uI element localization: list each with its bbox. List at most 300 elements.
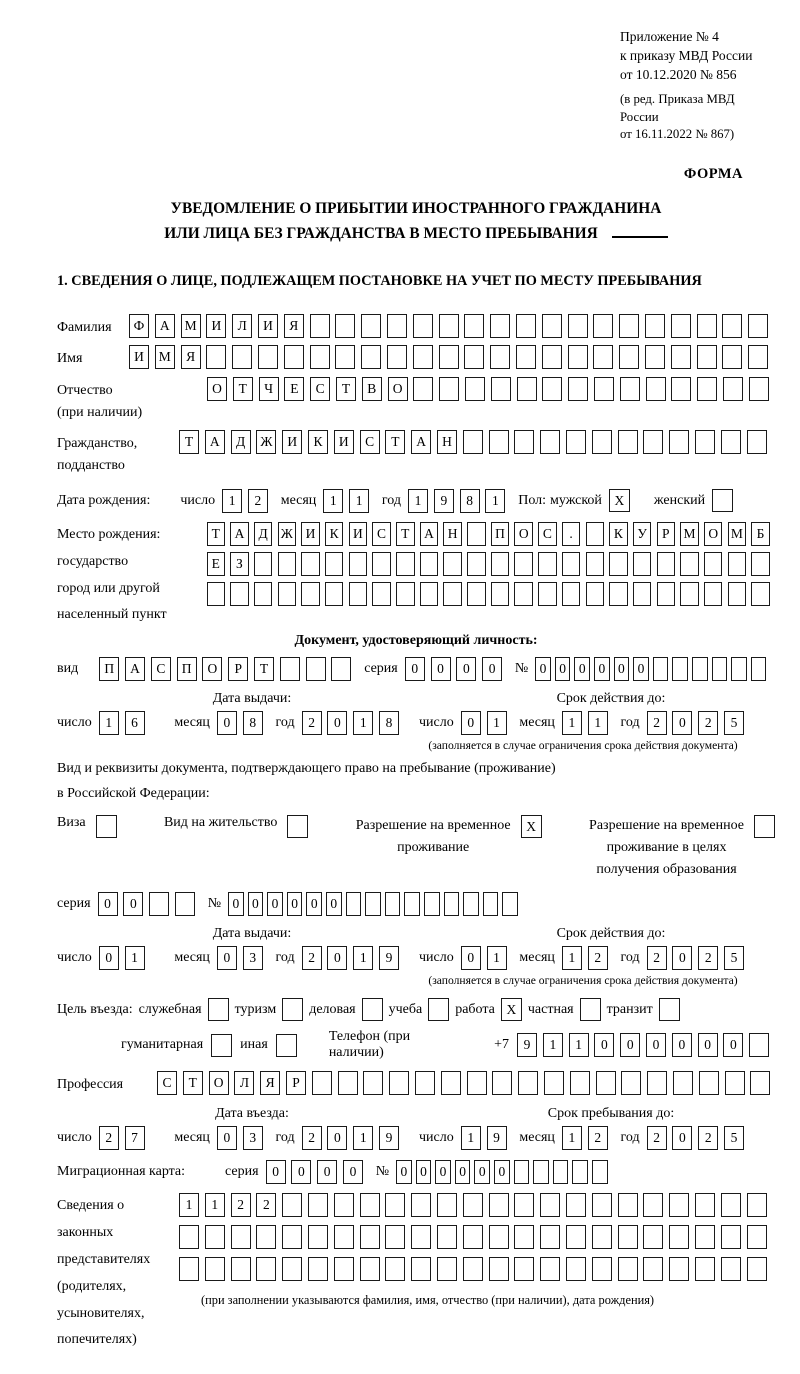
char-cell[interactable] [751,552,770,576]
temp-residence-edu-checkbox[interactable] [754,815,775,838]
char-cell[interactable]: 0 [326,892,342,916]
char-cell[interactable]: 2 [698,946,718,970]
char-cell[interactable] [596,1071,616,1095]
char-cell[interactable] [544,1071,564,1095]
char-cell[interactable] [424,892,440,916]
char-cell[interactable]: М [155,345,175,369]
char-cell[interactable]: А [411,430,431,454]
char-cell[interactable]: И [301,522,320,546]
char-cell[interactable] [467,552,486,576]
char-cell[interactable] [331,657,351,681]
char-cell[interactable] [306,657,326,681]
char-cell[interactable]: 0 [672,711,692,735]
char-cell[interactable] [671,377,691,401]
char-cell[interactable] [389,1071,409,1095]
char-cell[interactable] [463,1193,483,1217]
char-cell[interactable]: 8 [243,711,263,735]
char-cell[interactable] [325,582,344,606]
char-cell[interactable]: К [308,430,328,454]
char-cell[interactable]: 0 [327,946,347,970]
char-cell[interactable]: О [209,1071,229,1095]
char-cell[interactable] [514,582,533,606]
char-cell[interactable]: 0 [620,1033,640,1057]
char-cell[interactable]: 0 [266,1160,286,1184]
char-cell[interactable] [586,582,605,606]
char-cell[interactable] [566,1225,586,1249]
char-cell[interactable] [586,552,605,576]
char-cell[interactable] [175,892,195,916]
char-cell[interactable] [385,1193,405,1217]
char-cell[interactable]: 0 [455,1160,471,1184]
char-cell[interactable]: О [388,377,408,401]
char-cell[interactable] [562,552,581,576]
char-cell[interactable] [592,1160,608,1184]
char-cell[interactable]: 1 [543,1033,563,1057]
char-cell[interactable] [385,1225,405,1249]
char-cell[interactable]: 2 [248,489,268,513]
char-cell[interactable] [723,377,743,401]
char-cell[interactable] [280,657,300,681]
char-cell[interactable]: 0 [723,1033,743,1057]
char-cell[interactable]: Е [207,552,226,576]
char-cell[interactable] [489,1225,509,1249]
char-cell[interactable]: 0 [535,657,551,681]
char-cell[interactable]: Т [254,657,274,681]
char-cell[interactable] [420,582,439,606]
char-cell[interactable] [415,1071,435,1095]
char-cell[interactable] [671,314,691,338]
char-cell[interactable] [669,430,689,454]
char-cell[interactable] [491,582,510,606]
char-cell[interactable] [749,377,769,401]
char-cell[interactable] [514,1193,534,1217]
char-cell[interactable]: С [157,1071,177,1095]
char-cell[interactable] [750,1071,770,1095]
char-cell[interactable]: 0 [594,1033,614,1057]
char-cell[interactable] [310,314,330,338]
char-cell[interactable]: 0 [228,892,244,916]
char-cell[interactable] [722,314,742,338]
char-cell[interactable]: 0 [416,1160,432,1184]
char-cell[interactable]: Л [232,314,252,338]
char-cell[interactable] [618,1193,638,1217]
char-cell[interactable]: 5 [724,946,744,970]
char-cell[interactable] [387,345,407,369]
char-cell[interactable] [653,657,669,681]
char-cell[interactable] [699,1071,719,1095]
char-cell[interactable] [413,345,433,369]
char-cell[interactable]: 5 [724,711,744,735]
char-cell[interactable] [566,1257,586,1281]
char-cell[interactable] [621,1071,641,1095]
char-cell[interactable] [748,345,768,369]
char-cell[interactable] [205,1225,225,1249]
char-cell[interactable]: 0 [217,1126,237,1150]
char-cell[interactable] [230,582,249,606]
char-cell[interactable] [673,1071,693,1095]
char-cell[interactable]: Т [207,522,226,546]
char-cell[interactable] [728,582,747,606]
char-cell[interactable]: Т [179,430,199,454]
char-cell[interactable] [540,1193,560,1217]
char-cell[interactable]: 1 [323,489,343,513]
char-cell[interactable]: 1 [349,489,369,513]
char-cell[interactable]: Ж [278,522,297,546]
char-cell[interactable] [646,377,666,401]
char-cell[interactable] [721,430,741,454]
char-cell[interactable] [301,582,320,606]
char-cell[interactable]: 2 [647,946,667,970]
char-cell[interactable] [593,345,613,369]
char-cell[interactable]: 1 [222,489,242,513]
char-cell[interactable] [514,552,533,576]
char-cell[interactable] [338,1071,358,1095]
purpose-official-checkbox[interactable] [208,998,229,1021]
char-cell[interactable] [301,552,320,576]
char-cell[interactable] [553,1160,569,1184]
char-cell[interactable] [205,1257,225,1281]
char-cell[interactable] [609,582,628,606]
char-cell[interactable]: 5 [724,1126,744,1150]
char-cell[interactable] [254,582,273,606]
char-cell[interactable] [572,1160,588,1184]
char-cell[interactable]: 1 [353,711,373,735]
char-cell[interactable] [346,892,362,916]
char-cell[interactable] [538,552,557,576]
char-cell[interactable]: М [728,522,747,546]
char-cell[interactable] [568,345,588,369]
char-cell[interactable] [542,345,562,369]
char-cell[interactable] [413,377,433,401]
char-cell[interactable] [620,377,640,401]
char-cell[interactable]: 0 [646,1033,666,1057]
char-cell[interactable]: 8 [460,489,480,513]
char-cell[interactable]: Н [443,522,462,546]
char-cell[interactable] [657,552,676,576]
char-cell[interactable] [643,1193,663,1217]
char-cell[interactable]: 2 [302,711,322,735]
purpose-business-checkbox[interactable] [362,998,383,1021]
char-cell[interactable] [489,1193,509,1217]
char-cell[interactable]: 0 [217,711,237,735]
char-cell[interactable] [361,314,381,338]
char-cell[interactable] [721,1257,741,1281]
char-cell[interactable]: 0 [291,1160,311,1184]
char-cell[interactable] [310,345,330,369]
char-cell[interactable] [372,552,391,576]
char-cell[interactable]: 1 [487,946,507,970]
char-cell[interactable] [231,1257,251,1281]
temp-residence-checkbox[interactable]: X [521,815,542,838]
char-cell[interactable]: 0 [248,892,264,916]
char-cell[interactable] [593,314,613,338]
char-cell[interactable] [308,1257,328,1281]
char-cell[interactable] [467,1071,487,1095]
char-cell[interactable] [282,1193,302,1217]
char-cell[interactable] [179,1257,199,1281]
char-cell[interactable] [669,1225,689,1249]
char-cell[interactable] [747,1257,767,1281]
char-cell[interactable]: И [206,314,226,338]
char-cell[interactable] [308,1225,328,1249]
char-cell[interactable]: М [181,314,201,338]
char-cell[interactable]: Д [231,430,251,454]
char-cell[interactable] [747,1225,767,1249]
char-cell[interactable] [533,1160,549,1184]
char-cell[interactable]: 0 [99,946,119,970]
char-cell[interactable]: 0 [555,657,571,681]
purpose-work-checkbox[interactable]: X [501,998,522,1021]
char-cell[interactable] [278,582,297,606]
char-cell[interactable]: 0 [482,657,502,681]
char-cell[interactable] [540,430,560,454]
char-cell[interactable] [325,552,344,576]
char-cell[interactable] [657,582,676,606]
purpose-study-checkbox[interactable] [428,998,449,1021]
char-cell[interactable] [335,314,355,338]
char-cell[interactable] [540,1257,560,1281]
char-cell[interactable]: С [151,657,171,681]
char-cell[interactable]: 0 [431,657,451,681]
char-cell[interactable]: Р [657,522,676,546]
char-cell[interactable]: З [230,552,249,576]
char-cell[interactable] [514,1160,530,1184]
char-cell[interactable] [490,314,510,338]
char-cell[interactable] [516,345,536,369]
char-cell[interactable] [420,552,439,576]
char-cell[interactable] [308,1193,328,1217]
char-cell[interactable]: 9 [434,489,454,513]
purpose-tourism-checkbox[interactable] [282,998,303,1021]
char-cell[interactable]: Н [437,430,457,454]
char-cell[interactable]: 9 [487,1126,507,1150]
char-cell[interactable]: О [514,522,533,546]
char-cell[interactable] [697,377,717,401]
char-cell[interactable]: Я [260,1071,280,1095]
char-cell[interactable] [619,345,639,369]
residence-permit-checkbox[interactable] [287,815,308,838]
char-cell[interactable] [540,1225,560,1249]
char-cell[interactable] [592,1257,612,1281]
char-cell[interactable] [751,582,770,606]
char-cell[interactable] [516,314,536,338]
char-cell[interactable]: Ж [256,430,276,454]
char-cell[interactable]: 6 [125,711,145,735]
char-cell[interactable]: 1 [353,1126,373,1150]
char-cell[interactable] [437,1193,457,1217]
char-cell[interactable] [566,1193,586,1217]
char-cell[interactable] [284,345,304,369]
char-cell[interactable] [254,552,273,576]
char-cell[interactable] [489,430,509,454]
char-cell[interactable] [361,345,381,369]
char-cell[interactable] [372,582,391,606]
char-cell[interactable]: Р [228,657,248,681]
char-cell[interactable]: Т [385,430,405,454]
char-cell[interactable] [256,1257,276,1281]
char-cell[interactable]: 2 [588,1126,608,1150]
char-cell[interactable]: 0 [633,657,649,681]
char-cell[interactable] [749,1033,769,1057]
char-cell[interactable]: 1 [562,1126,582,1150]
char-cell[interactable] [282,1225,302,1249]
char-cell[interactable]: 2 [302,1126,322,1150]
char-cell[interactable]: 0 [594,657,610,681]
char-cell[interactable] [437,1225,457,1249]
char-cell[interactable] [492,1071,512,1095]
char-cell[interactable] [396,582,415,606]
char-cell[interactable]: 1 [353,946,373,970]
char-cell[interactable]: А [230,522,249,546]
char-cell[interactable]: 0 [267,892,283,916]
char-cell[interactable]: 0 [327,1126,347,1150]
char-cell[interactable] [491,552,510,576]
char-cell[interactable]: 9 [379,946,399,970]
char-cell[interactable]: И [334,430,354,454]
char-cell[interactable] [643,1257,663,1281]
char-cell[interactable]: И [349,522,368,546]
char-cell[interactable] [704,582,723,606]
char-cell[interactable] [704,552,723,576]
char-cell[interactable]: 2 [698,1126,718,1150]
char-cell[interactable] [444,892,460,916]
char-cell[interactable]: 1 [562,711,582,735]
char-cell[interactable] [514,1257,534,1281]
char-cell[interactable] [258,345,278,369]
char-cell[interactable]: Т [233,377,253,401]
char-cell[interactable] [712,657,728,681]
char-cell[interactable] [360,1193,380,1217]
char-cell[interactable] [633,582,652,606]
char-cell[interactable] [349,582,368,606]
char-cell[interactable]: 1 [487,711,507,735]
char-cell[interactable]: И [129,345,149,369]
char-cell[interactable]: 2 [647,1126,667,1150]
char-cell[interactable]: 0 [287,892,303,916]
char-cell[interactable]: А [420,522,439,546]
char-cell[interactable]: 1 [562,946,582,970]
char-cell[interactable]: О [202,657,222,681]
char-cell[interactable] [697,314,717,338]
char-cell[interactable] [643,1225,663,1249]
char-cell[interactable] [697,345,717,369]
char-cell[interactable] [437,1257,457,1281]
char-cell[interactable]: 2 [302,946,322,970]
char-cell[interactable] [562,582,581,606]
char-cell[interactable] [256,1225,276,1249]
char-cell[interactable] [669,1257,689,1281]
char-cell[interactable] [671,345,691,369]
char-cell[interactable]: И [258,314,278,338]
char-cell[interactable]: Ч [259,377,279,401]
char-cell[interactable] [748,314,768,338]
char-cell[interactable] [467,582,486,606]
char-cell[interactable] [387,314,407,338]
char-cell[interactable]: 2 [698,711,718,735]
char-cell[interactable] [618,1225,638,1249]
char-cell[interactable] [413,314,433,338]
char-cell[interactable]: Т [183,1071,203,1095]
char-cell[interactable] [731,657,747,681]
char-cell[interactable]: П [177,657,197,681]
char-cell[interactable] [695,1257,715,1281]
purpose-other-checkbox[interactable] [276,1034,297,1057]
char-cell[interactable]: Р [286,1071,306,1095]
purpose-transit-checkbox[interactable] [659,998,680,1021]
char-cell[interactable]: Л [234,1071,254,1095]
char-cell[interactable] [411,1225,431,1249]
sex-female-checkbox[interactable] [712,489,733,512]
char-cell[interactable] [568,314,588,338]
char-cell[interactable] [483,892,499,916]
char-cell[interactable] [502,892,518,916]
char-cell[interactable]: А [205,430,225,454]
char-cell[interactable] [669,1193,689,1217]
char-cell[interactable] [680,552,699,576]
char-cell[interactable]: 0 [123,892,143,916]
char-cell[interactable] [232,345,252,369]
char-cell[interactable] [518,1071,538,1095]
char-cell[interactable]: П [99,657,119,681]
char-cell[interactable] [396,552,415,576]
char-cell[interactable]: 1 [99,711,119,735]
char-cell[interactable] [647,1071,667,1095]
char-cell[interactable] [441,1071,461,1095]
char-cell[interactable] [722,345,742,369]
char-cell[interactable]: А [155,314,175,338]
char-cell[interactable] [542,314,562,338]
char-cell[interactable]: 0 [461,711,481,735]
char-cell[interactable]: 1 [408,489,428,513]
char-cell[interactable]: 0 [98,892,118,916]
char-cell[interactable]: 7 [125,1126,145,1150]
char-cell[interactable]: Е [284,377,304,401]
char-cell[interactable] [491,377,511,401]
char-cell[interactable]: У [633,522,652,546]
char-cell[interactable]: 0 [461,946,481,970]
char-cell[interactable] [334,1193,354,1217]
char-cell[interactable]: Б [751,522,770,546]
char-cell[interactable]: С [360,430,380,454]
char-cell[interactable] [335,345,355,369]
char-cell[interactable]: 0 [396,1160,412,1184]
char-cell[interactable]: 1 [485,489,505,513]
char-cell[interactable] [464,314,484,338]
char-cell[interactable]: Д [254,522,273,546]
char-cell[interactable]: 0 [614,657,630,681]
char-cell[interactable]: О [207,377,227,401]
char-cell[interactable]: 1 [569,1033,589,1057]
char-cell[interactable]: 0 [405,657,425,681]
char-cell[interactable]: 0 [672,1126,692,1150]
char-cell[interactable]: 2 [647,711,667,735]
char-cell[interactable]: 0 [474,1160,490,1184]
char-cell[interactable] [149,892,169,916]
char-cell[interactable] [538,582,557,606]
char-cell[interactable]: 3 [243,946,263,970]
char-cell[interactable] [404,892,420,916]
char-cell[interactable] [334,1257,354,1281]
char-cell[interactable]: 1 [205,1193,225,1217]
char-cell[interactable]: А [125,657,145,681]
char-cell[interactable] [618,1257,638,1281]
char-cell[interactable]: 1 [588,711,608,735]
char-cell[interactable]: 0 [494,1160,510,1184]
char-cell[interactable]: Т [336,377,356,401]
char-cell[interactable]: С [372,522,391,546]
char-cell[interactable]: 8 [379,711,399,735]
char-cell[interactable]: 0 [672,1033,692,1057]
